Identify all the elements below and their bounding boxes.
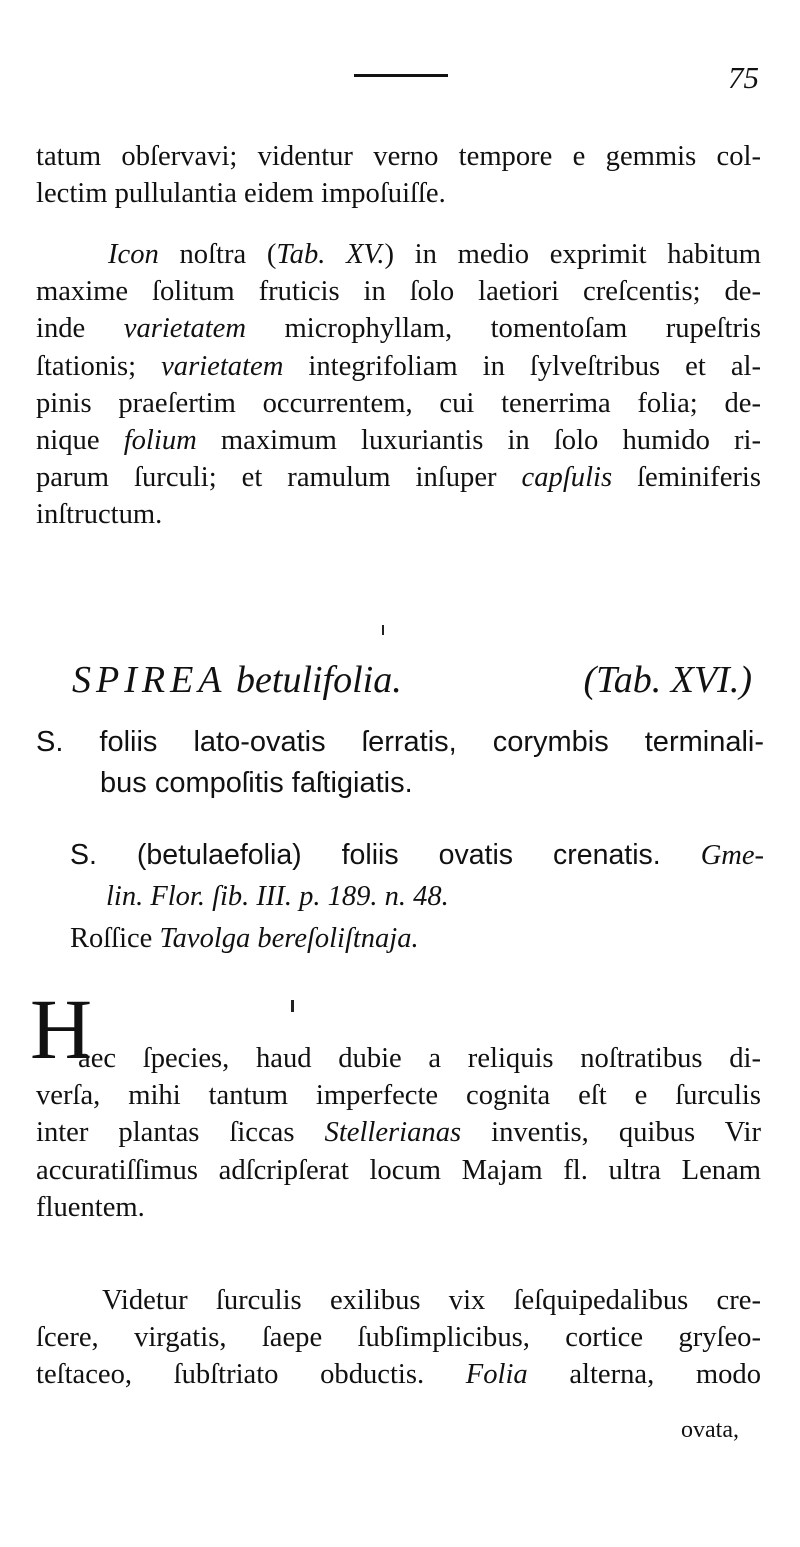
russian-name-line: Roſſice Tavolga bereſoliſtnaja. — [70, 923, 419, 954]
text-line: parum ſurculi; et ramulum inſuper capſulis ſeminiferis — [36, 462, 761, 494]
text-line: Icon noſtra (Tab. XV.) in medio exprimit habitum — [108, 239, 762, 270]
text-line: pinis praeſertim occurrentem, cui tenerrima folia; de- — [36, 387, 761, 419]
genus-name: SPIREA — [72, 659, 227, 701]
text-line: nique folium maximum luxuriantis in ſolo humido ri- — [36, 424, 761, 456]
text-line: ſcere, virgatis, ſaepe ſubſimplicibus, cortice gryſeo- — [36, 1322, 761, 1354]
paragraph-icon-description — [36, 236, 761, 534]
species-diagnosis — [36, 722, 764, 804]
species-epithet: betulifolia. — [236, 659, 402, 701]
text-line: S. foliis lato-ovatis ſerratis, corymbis terminali- — [36, 726, 764, 758]
text-line: aec ſpecies, haud dubie a reliquis noſtratibus di- — [78, 1043, 761, 1074]
text-line: ſtationis; varietatem integrifoliam in ſylveſtribus et al- — [36, 350, 761, 382]
text-line: inſtructum. — [36, 499, 163, 531]
synonymy — [70, 834, 764, 960]
plate-reference: (Tab. XVI.) — [583, 659, 752, 701]
text-line: inde varietatem microphyllam, tomentoſam rupeſtris — [36, 313, 761, 345]
text-line: Videtur ſurculis exilibus vix ſeſquipedalibus cre- — [102, 1285, 761, 1316]
text-line: inter plantas ſiccas Stellerianas inventis, quibus Vir — [36, 1117, 761, 1149]
page-number: 75 — [728, 60, 759, 95]
text-line: teſtaceo, ſubſtriato obductis. Folia alterna, modo — [36, 1359, 762, 1391]
synonym-line: lin. Flor. ſib. III. p. 189. n. 48. — [106, 881, 449, 912]
text-line: fluentem. — [36, 1191, 145, 1223]
species-heading — [72, 658, 752, 702]
text-line: lectim pullulantia eidem impoſuiſſe. — [36, 178, 446, 210]
print-speck — [291, 1000, 294, 1012]
text-line: verſa, mihi tantum imperfecte cognita eſt e ſurculis — [36, 1080, 761, 1112]
text-line: maxime ſolitum fruticis in ſolo laetiori creſcentis; de- — [36, 276, 761, 308]
paragraph-continuation — [36, 138, 761, 212]
catchword: ovata, — [681, 1417, 739, 1443]
paragraph-habit — [36, 1282, 761, 1394]
header-rule — [354, 74, 448, 77]
synonym-line: S. (betulaefolia) foliis ovatis crenatis. Gme- — [70, 839, 764, 871]
text-line: bus compoſitis faſtigiatis. — [100, 767, 413, 799]
text-line: accuratiſſimus adſcripſerat locum Majam fl. ultra Lenam — [36, 1154, 761, 1186]
print-speck — [382, 625, 384, 635]
drop-cap: H — [30, 981, 93, 1077]
text-line: tatum obſervavi; videntur verno tempore e gemmis col- — [36, 141, 761, 172]
paragraph-description — [36, 1040, 761, 1226]
